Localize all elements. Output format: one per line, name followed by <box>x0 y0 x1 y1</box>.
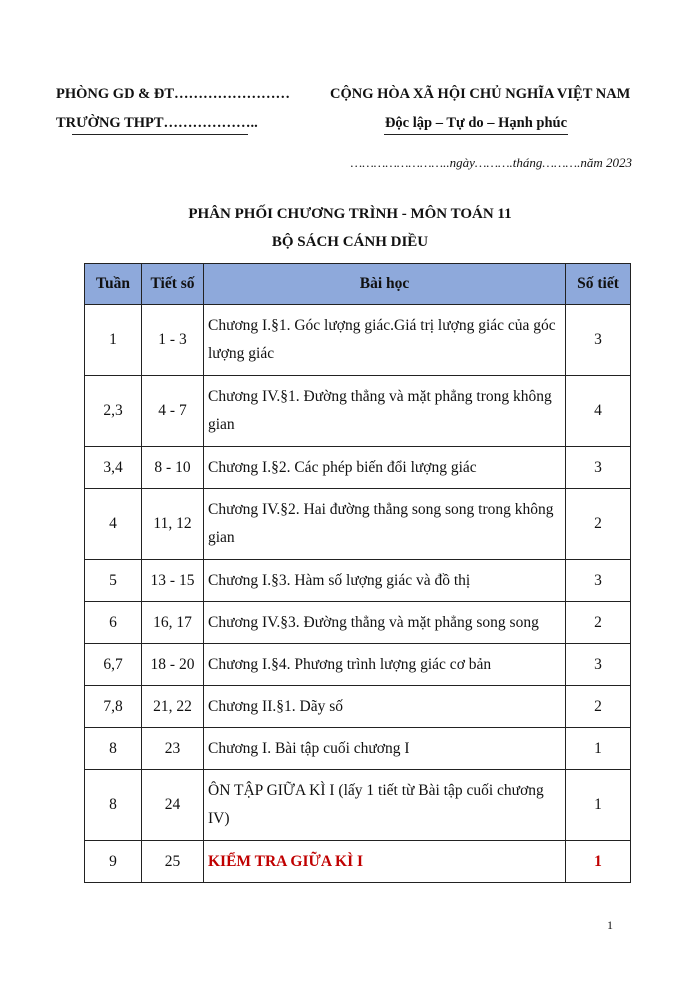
table-row <box>85 305 631 376</box>
cell-lesson: Chương I.§3. Hàm số lượng giác và đồ thị <box>204 560 566 602</box>
table-header-row <box>85 264 631 305</box>
cell-lesson: KIỂM TRA GIỮA KÌ I <box>204 841 566 883</box>
cell-week: 7,8 <box>85 686 142 728</box>
cell-periods: 4 - 7 <box>142 376 204 447</box>
cell-periods: 16, 17 <box>142 602 204 644</box>
header-week: Tuần <box>85 264 142 305</box>
header-periods: Tiết số <box>142 264 204 305</box>
table-row <box>85 560 631 602</box>
cell-count: 1 <box>566 770 631 841</box>
cell-count: 2 <box>566 489 631 560</box>
cell-lesson: Chương IV.§2. Hai đường thẳng song song trong không gian <box>204 489 566 560</box>
motto-underline <box>384 134 568 135</box>
cell-periods: 8 - 10 <box>142 447 204 489</box>
cell-count: 2 <box>566 602 631 644</box>
school-underline <box>72 134 248 135</box>
cell-periods: 18 - 20 <box>142 644 204 686</box>
cell-week: 1 <box>85 305 142 376</box>
header-count: Số tiết <box>566 264 631 305</box>
table-row <box>85 644 631 686</box>
curriculum-table <box>84 263 631 883</box>
cell-lesson: ÔN TẬP GIỮA KÌ I (lấy 1 tiết từ Bài tập cuối chương IV) <box>204 770 566 841</box>
cell-week: 8 <box>85 728 142 770</box>
cell-lesson: Chương II.§1. Dãy số <box>204 686 566 728</box>
cell-week: 5 <box>85 560 142 602</box>
cell-count: 3 <box>566 305 631 376</box>
cell-count: 3 <box>566 644 631 686</box>
cell-lesson: Chương I.§1. Góc lượng giác.Giá trị lượng giác của góc lượng giác <box>204 305 566 376</box>
cell-periods: 1 - 3 <box>142 305 204 376</box>
cell-week: 4 <box>85 489 142 560</box>
cell-lesson: Chương I.§4. Phương trình lượng giác cơ bản <box>204 644 566 686</box>
cell-count: 3 <box>566 447 631 489</box>
table-row <box>85 770 631 841</box>
cell-count: 2 <box>566 686 631 728</box>
cell-week: 2,3 <box>85 376 142 447</box>
school-line: TRƯỜNG THPT……………….. <box>56 115 258 131</box>
document-subtitle: BỘ SÁCH CÁNH DIỀU <box>271 234 429 250</box>
cell-periods: 11, 12 <box>142 489 204 560</box>
table-row <box>85 602 631 644</box>
cell-week: 3,4 <box>85 447 142 489</box>
cell-periods: 13 - 15 <box>142 560 204 602</box>
cell-periods: 25 <box>142 841 204 883</box>
cell-count: 3 <box>566 560 631 602</box>
header-lesson: Bài học <box>204 264 566 305</box>
cell-week: 6,7 <box>85 644 142 686</box>
nation-title: CỘNG HÒA XÃ HỘI CHỦ NGHĨA VIỆT NAM <box>330 86 631 102</box>
national-motto: Độc lập – Tự do – Hạnh phúc <box>384 115 568 131</box>
cell-lesson: Chương I.§2. Các phép biến đổi lượng giác <box>204 447 566 489</box>
page-number: 1 <box>607 918 613 932</box>
cell-periods: 21, 22 <box>142 686 204 728</box>
table-row <box>85 728 631 770</box>
cell-lesson: Chương IV.§3. Đường thẳng và mặt phẳng song song <box>204 602 566 644</box>
cell-count: 1 <box>566 728 631 770</box>
cell-periods: 23 <box>142 728 204 770</box>
table-row-exam <box>85 841 631 883</box>
cell-week: 6 <box>85 602 142 644</box>
document-title: PHÂN PHỐI CHƯƠNG TRÌNH - MÔN TOÁN 11 <box>188 206 512 222</box>
cell-week: 8 <box>85 770 142 841</box>
date-line: ……………………..ngày……….tháng……….năm 2023 <box>350 155 632 170</box>
cell-count: 4 <box>566 376 631 447</box>
cell-lesson: Chương IV.§1. Đường thẳng và mặt phẳng trong không gian <box>204 376 566 447</box>
table-row <box>85 686 631 728</box>
cell-count: 1 <box>566 841 631 883</box>
table-row <box>85 489 631 560</box>
cell-periods: 24 <box>142 770 204 841</box>
department-line: PHÒNG GD & ĐT…………………… <box>56 86 291 102</box>
cell-lesson: Chương I. Bài tập cuối chương I <box>204 728 566 770</box>
table-row <box>85 376 631 447</box>
table-row <box>85 447 631 489</box>
cell-week: 9 <box>85 841 142 883</box>
